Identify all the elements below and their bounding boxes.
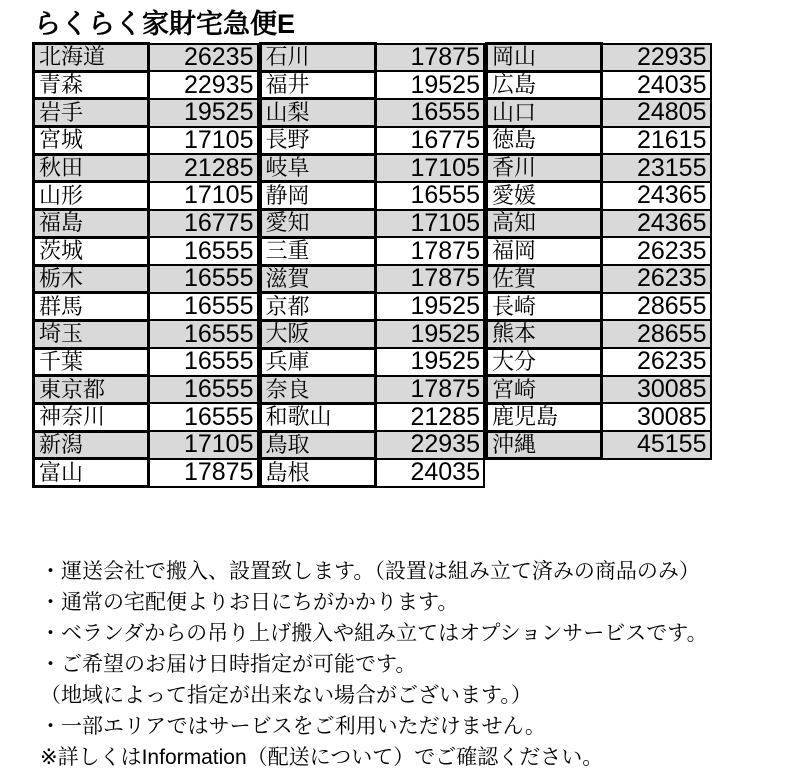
prefecture-name-cell: 山口 — [487, 99, 602, 127]
prefecture-name-cell: 京都 — [260, 293, 375, 321]
table-row — [487, 127, 711, 155]
table-row — [487, 237, 711, 265]
price-cell: 17105 — [149, 127, 258, 155]
table-row — [34, 71, 258, 99]
table-row — [34, 237, 258, 265]
price-cell: 17105 — [149, 431, 258, 459]
price-cell: 17105 — [375, 154, 484, 182]
prefecture-name-cell: 兵庫 — [260, 348, 375, 376]
price-cell: 17105 — [375, 210, 484, 238]
price-cell: 16555 — [375, 99, 484, 127]
price-cell: 17875 — [375, 265, 484, 293]
table-row — [34, 210, 258, 238]
table-row — [34, 459, 258, 487]
note-line: ・ご希望のお届け日時指定が可能です。 — [40, 653, 417, 676]
prefecture-name-cell: 茨城 — [34, 237, 149, 265]
price-cell: 17875 — [375, 376, 484, 404]
table-row — [487, 403, 711, 431]
prefecture-name-cell: 大分 — [487, 348, 602, 376]
table-row — [260, 320, 484, 348]
prefecture-name-cell: 大阪 — [260, 320, 375, 348]
table-row — [260, 71, 484, 99]
price-cell: 26235 — [602, 348, 711, 376]
table-row — [487, 320, 711, 348]
prefecture-name-cell: 北海道 — [34, 44, 149, 72]
price-cell: 16555 — [149, 293, 258, 321]
price-table-column-1 — [32, 42, 259, 488]
table-row — [487, 99, 711, 127]
price-cell: 28655 — [602, 320, 711, 348]
price-cell: 21285 — [149, 154, 258, 182]
prefecture-name-cell: 山梨 — [260, 99, 375, 127]
table-row — [34, 403, 258, 431]
prefecture-name-cell: 石川 — [260, 44, 375, 72]
price-cell: 19525 — [149, 99, 258, 127]
prefecture-name-cell: 奈良 — [260, 376, 375, 404]
table-row — [260, 44, 484, 72]
table-row — [260, 348, 484, 376]
table-row — [34, 154, 258, 182]
note-line: ・運送会社で搬入、設置致します。（設置は組み立て済みの商品のみ） — [40, 560, 700, 583]
table-row — [34, 320, 258, 348]
prefecture-name-cell: 愛媛 — [487, 182, 602, 210]
table-row — [260, 459, 484, 487]
table-row — [260, 237, 484, 265]
prefecture-name-cell: 福井 — [260, 71, 375, 99]
price-cell: 26235 — [149, 44, 258, 72]
table-row — [260, 376, 484, 404]
table-row — [34, 376, 258, 404]
prefecture-name-cell: 長崎 — [487, 293, 602, 321]
prefecture-name-cell: 岐阜 — [260, 154, 375, 182]
table-row — [34, 99, 258, 127]
price-cell: 16555 — [149, 320, 258, 348]
price-cell: 24035 — [602, 71, 711, 99]
prefecture-name-cell: 秋田 — [34, 154, 149, 182]
price-cell: 26235 — [602, 237, 711, 265]
table-row — [260, 127, 484, 155]
prefecture-name-cell: 静岡 — [260, 182, 375, 210]
price-cell: 17105 — [149, 182, 258, 210]
price-cell: 28655 — [602, 293, 711, 321]
prefecture-name-cell: 熊本 — [487, 320, 602, 348]
prefecture-name-cell: 新潟 — [34, 431, 149, 459]
table-row — [487, 293, 711, 321]
prefecture-name-cell: 福岡 — [487, 237, 602, 265]
table-row — [34, 293, 258, 321]
prefecture-name-cell: 佐賀 — [487, 265, 602, 293]
prefecture-name-cell: 群馬 — [34, 293, 149, 321]
price-cell: 16555 — [149, 237, 258, 265]
prefecture-name-cell: 栃木 — [34, 265, 149, 293]
prefecture-name-cell: 鹿児島 — [487, 403, 602, 431]
price-cell: 16555 — [149, 348, 258, 376]
note-line: ・一部エリアではサービスをご利用いただけません。 — [40, 715, 546, 738]
table-row — [487, 154, 711, 182]
price-cell: 24805 — [602, 99, 711, 127]
price-cell: 24365 — [602, 182, 711, 210]
price-cell: 21615 — [602, 127, 711, 155]
table-row — [34, 265, 258, 293]
price-cell: 16555 — [149, 376, 258, 404]
table-row — [34, 348, 258, 376]
table-row — [260, 154, 484, 182]
prefecture-name-cell: 岡山 — [487, 44, 602, 72]
prefecture-name-cell: 三重 — [260, 237, 375, 265]
note-line: ・通常の宅配便よりお日にちがかかります。 — [40, 591, 459, 614]
price-cell: 22935 — [602, 44, 711, 72]
table-row — [487, 431, 711, 459]
price-cell: 16555 — [149, 265, 258, 293]
price-cell: 22935 — [149, 71, 258, 99]
prefecture-name-cell: 福島 — [34, 210, 149, 238]
table-row — [34, 127, 258, 155]
price-cell: 45155 — [602, 431, 711, 459]
price-cell: 30085 — [602, 376, 711, 404]
price-cell: 16555 — [149, 403, 258, 431]
price-cell: 19525 — [375, 320, 484, 348]
note-line: （地域によって指定が出来ない場合がございます。） — [40, 684, 532, 707]
shipping-price-table — [32, 42, 712, 488]
table-row — [260, 182, 484, 210]
prefecture-name-cell: 山形 — [34, 182, 149, 210]
price-cell: 16775 — [149, 210, 258, 238]
prefecture-name-cell: 香川 — [487, 154, 602, 182]
price-cell: 17875 — [375, 44, 484, 72]
table-row — [487, 376, 711, 404]
prefecture-name-cell: 高知 — [487, 210, 602, 238]
prefecture-name-cell: 富山 — [34, 459, 149, 487]
prefecture-name-cell: 徳島 — [487, 127, 602, 155]
note-line: ※詳しくはInformation（配送について）でご確認ください。 — [40, 746, 604, 769]
table-row — [34, 44, 258, 72]
prefecture-name-cell: 岩手 — [34, 99, 149, 127]
table-row — [34, 182, 258, 210]
price-cell: 23155 — [602, 154, 711, 182]
table-row — [487, 348, 711, 376]
price-cell: 24035 — [375, 459, 484, 487]
prefecture-name-cell: 千葉 — [34, 348, 149, 376]
price-cell: 19525 — [375, 348, 484, 376]
price-table-column-3 — [485, 42, 712, 460]
prefecture-name-cell: 鳥取 — [260, 431, 375, 459]
page-title: らくらく家財宅急便E — [34, 9, 296, 39]
table-row — [260, 265, 484, 293]
notes-section — [40, 556, 708, 773]
price-cell: 26235 — [602, 265, 711, 293]
price-cell: 19525 — [375, 293, 484, 321]
prefecture-name-cell: 埼玉 — [34, 320, 149, 348]
price-cell: 30085 — [602, 403, 711, 431]
table-row — [487, 71, 711, 99]
note-line: ・ベランダからの吊り上げ搬入や組み立てはオプションサービスです。 — [40, 622, 708, 645]
price-table-column-2 — [259, 42, 486, 488]
table-row — [260, 210, 484, 238]
table-row — [487, 265, 711, 293]
table-row — [487, 210, 711, 238]
prefecture-name-cell: 宮崎 — [487, 376, 602, 404]
price-cell: 21285 — [375, 403, 484, 431]
prefecture-name-cell: 宮城 — [34, 127, 149, 155]
prefecture-name-cell: 長野 — [260, 127, 375, 155]
table-row — [34, 431, 258, 459]
price-cell: 17875 — [149, 459, 258, 487]
prefecture-name-cell: 東京都 — [34, 376, 149, 404]
table-row — [260, 431, 484, 459]
prefecture-name-cell: 神奈川 — [34, 403, 149, 431]
price-cell: 24365 — [602, 210, 711, 238]
prefecture-name-cell: 沖縄 — [487, 431, 602, 459]
prefecture-name-cell: 島根 — [260, 459, 375, 487]
prefecture-name-cell: 広島 — [487, 71, 602, 99]
table-row — [260, 403, 484, 431]
price-cell: 16555 — [375, 182, 484, 210]
price-cell: 17875 — [375, 237, 484, 265]
table-row — [487, 44, 711, 72]
prefecture-name-cell: 滋賀 — [260, 265, 375, 293]
table-row — [260, 293, 484, 321]
prefecture-name-cell: 愛知 — [260, 210, 375, 238]
table-row — [487, 182, 711, 210]
prefecture-name-cell: 和歌山 — [260, 403, 375, 431]
price-cell: 22935 — [375, 431, 484, 459]
price-cell: 19525 — [375, 71, 484, 99]
price-cell: 16775 — [375, 127, 484, 155]
table-row — [260, 99, 484, 127]
prefecture-name-cell: 青森 — [34, 71, 149, 99]
